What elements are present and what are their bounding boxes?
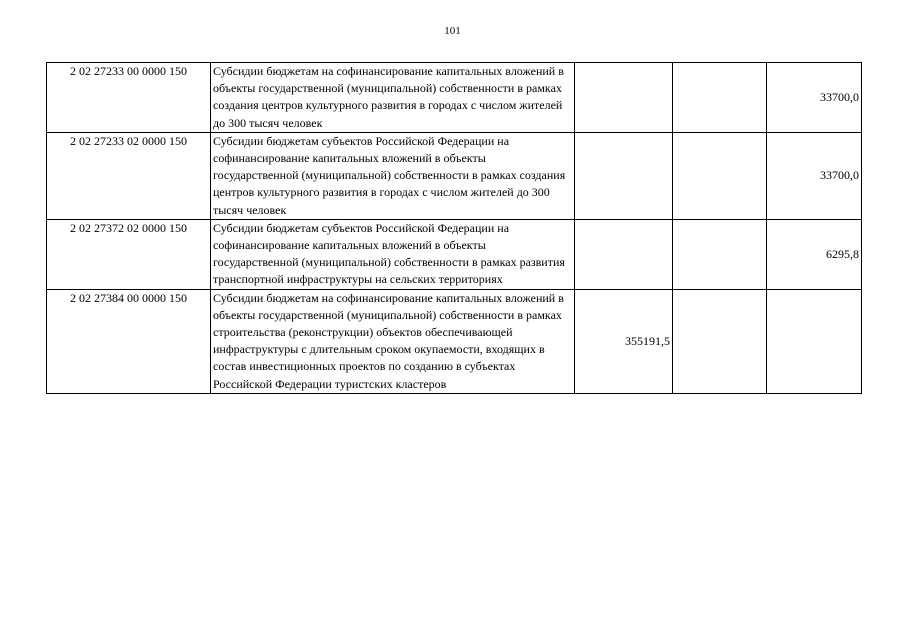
- table-row: [47, 63, 862, 133]
- table-row: [47, 219, 862, 289]
- value-cell-3: 6295,8: [767, 219, 862, 289]
- value-cell-3: [767, 289, 862, 393]
- value-cell-1: [575, 63, 673, 133]
- table-row: [47, 132, 862, 219]
- value-cell-1: 355191,5: [575, 289, 673, 393]
- budget-table: [46, 62, 862, 394]
- value-cell-2: [673, 63, 767, 133]
- value-cell-1: [575, 132, 673, 219]
- description-cell: Субсидии бюджетам субъектов Российской Федерации на софинансирование капитальных вложений в объекты государственной (муниципальной) собственности в рамках развития транспортной инфраструктуры на сельских территориях: [211, 219, 575, 289]
- description-cell: Субсидии бюджетам на софинансирование капитальных вложений в объекты государственной (муниципальной) собственности в рамках создания центров культурного развития в городах с числом жителей до 300 тысяч человек: [211, 63, 575, 133]
- budget-code-cell: 2 02 27372 02 0000 150: [47, 219, 211, 289]
- value-cell-2: [673, 289, 767, 393]
- value-cell-2: [673, 132, 767, 219]
- budget-code-cell: 2 02 27384 00 0000 150: [47, 289, 211, 393]
- description-cell: Субсидии бюджетам на софинансирование капитальных вложений в объекты государственной (муниципальной) собственности в рамках строительства (реконструкции) объектов обеспечивающей инфраструктуры с длительным сроком окупаемости, входящих в состав инвестиционных проектов по созданию в субъектах Российской Федерации туристских кластеров: [211, 289, 575, 393]
- table-row: [47, 289, 862, 393]
- budget-code-cell: 2 02 27233 02 0000 150: [47, 132, 211, 219]
- value-cell-3: 33700,0: [767, 132, 862, 219]
- budget-code-cell: 2 02 27233 00 0000 150: [47, 63, 211, 133]
- value-cell-2: [673, 219, 767, 289]
- value-cell-1: [575, 219, 673, 289]
- description-cell: Субсидии бюджетам субъектов Российской Федерации на софинансирование капитальных вложений в объекты государственной (муниципальной) собственности в рамках создания центров культурного развития в городах с числом жителей до 300 тысяч человек: [211, 132, 575, 219]
- page-number: 101: [444, 25, 461, 37]
- value-cell-3: 33700,0: [767, 63, 862, 133]
